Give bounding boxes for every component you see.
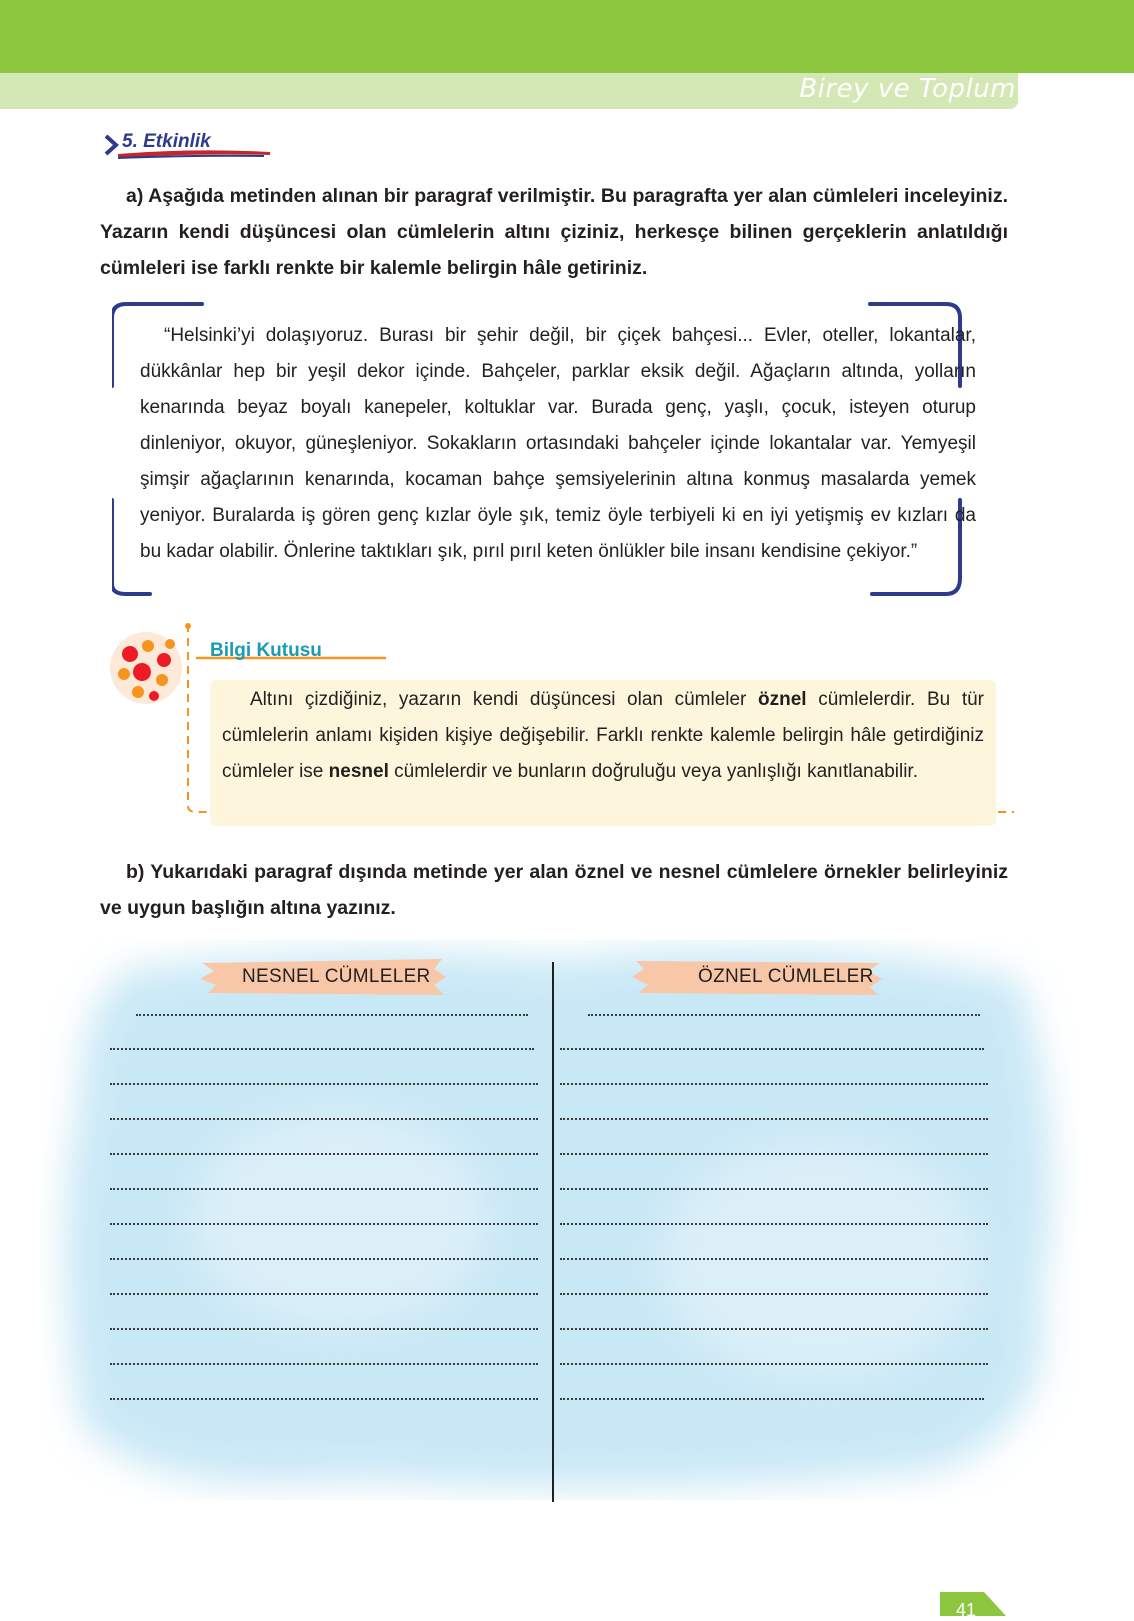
oznel-writing-line[interactable] [560, 1153, 988, 1155]
oznel-writing-line[interactable] [560, 1363, 988, 1365]
oznel-writing-line[interactable] [560, 1328, 988, 1330]
oznel-writing-line[interactable] [560, 1223, 988, 1225]
oznel-writing-line[interactable] [560, 1083, 988, 1085]
oznel-writing-line[interactable] [560, 1258, 988, 1260]
nesnel-writing-line[interactable] [110, 1223, 538, 1225]
info-text-part: cümlelerdir ve bunların doğruluğu veya yanlışlığı kanıtlanabilir. [388, 761, 918, 782]
page-number: 41 [955, 1600, 977, 1620]
nesnel-writing-line[interactable] [110, 1118, 538, 1120]
nesnel-writing-line[interactable] [110, 1083, 538, 1085]
instruction-a: a) Aşağıda metinden alınan bir paragraf verilmiştir. Bu paragrafta yer alan cümleleri inceleyiniz. Yazarın kendi düşüncesi olan cümlelerin altını çiziniz, herkesçe bilinen gerçeklerin anlatıldığı cümleleri ise farklı renkte bir kalemle belirgin hâle getiriniz. [100, 185, 1008, 279]
instruction-b: b) Yukarıdaki paragraf dışında metinde yer alan öznel ve nesnel cümlelere örnekler belirleyiniz ve uygun başlığın altına yazınız. [100, 861, 1008, 919]
nesnel-writing-line[interactable] [110, 1048, 534, 1050]
nesnel-writing-line[interactable] [110, 1293, 538, 1295]
info-bold-oznel: öznel [758, 689, 807, 710]
section-title: Birey ve Toplum [799, 74, 1016, 104]
info-box-text [222, 682, 984, 790]
nesnel-column-title: NESNEL CÜMLELER [242, 966, 431, 987]
nesnel-writing-line[interactable] [110, 1398, 538, 1400]
nesnel-writing-line[interactable] [110, 1258, 538, 1260]
nesnel-writing-line[interactable] [136, 1014, 528, 1016]
oznel-writing-line[interactable] [588, 1014, 980, 1016]
nesnel-writing-line[interactable] [110, 1153, 538, 1155]
activity-label: 5. Etkinlik [122, 131, 211, 152]
info-bold-nesnel: nesnel [328, 761, 389, 782]
info-box-frame [104, 620, 214, 820]
oznel-writing-line[interactable] [560, 1398, 984, 1400]
activity-tag [104, 128, 274, 162]
info-text-part: cümlelerdir. Bu tür cümlelerin anlamı kişiden kişiye değişebilir. Farklı renkte kalemle belirgin hâle getirdiğiniz cümleler ise [222, 689, 984, 782]
oznel-writing-line[interactable] [560, 1293, 988, 1295]
nesnel-writing-line[interactable] [110, 1328, 538, 1330]
oznel-writing-line[interactable] [560, 1188, 988, 1190]
info-text-part: Altını çizdiğiniz, yazarın kendi düşüncesi olan cümleler [250, 689, 759, 710]
nesnel-writing-line[interactable] [110, 1188, 538, 1190]
watercolor-background [40, 940, 1080, 1500]
nesnel-writing-line[interactable] [110, 1363, 538, 1365]
quote-paragraph: “Helsinki’yi dolaşıyoruz. Burası bir şehir değil, bir çiçek bahçesi... Evler, oteller, lokantalar, dükkânlar hep bir yeşil dekor içinde. Bahçeler, parklar eksik değil. Ağaçların altında, yolların kenarında beyaz boyalı kanepeler, koltuklar var. Burada genç, yaşlı, çocuk, isteyen oturup dinleniyor, okuyor, güneşleniyor. Sokakların ortasındaki bahçeler içinde lokantalar var. Yemyeşil şimşir ağaçlarının kenarında, kocaman bahçe şemsiyelerinin altına konmuş masalarda yemek yeniyor. Buralarda iş gören genç kızlar öyle şık, temiz öyle terbiyeli ki en iyi yetişmiş ev kızları da bu kadar olabilir. Önlerine taktıkları şık, pırıl pırıl keten önlükler bile insanı kendisine çekiyor.” [140, 325, 976, 562]
column-divider [552, 962, 554, 1502]
info-box-heading: Bilgi Kutusu [210, 640, 322, 661]
oznel-column-title: ÖZNEL CÜMLELER [698, 966, 874, 987]
top-color-band [0, 0, 1134, 73]
oznel-writing-line[interactable] [560, 1048, 984, 1050]
oznel-writing-line[interactable] [560, 1118, 988, 1120]
